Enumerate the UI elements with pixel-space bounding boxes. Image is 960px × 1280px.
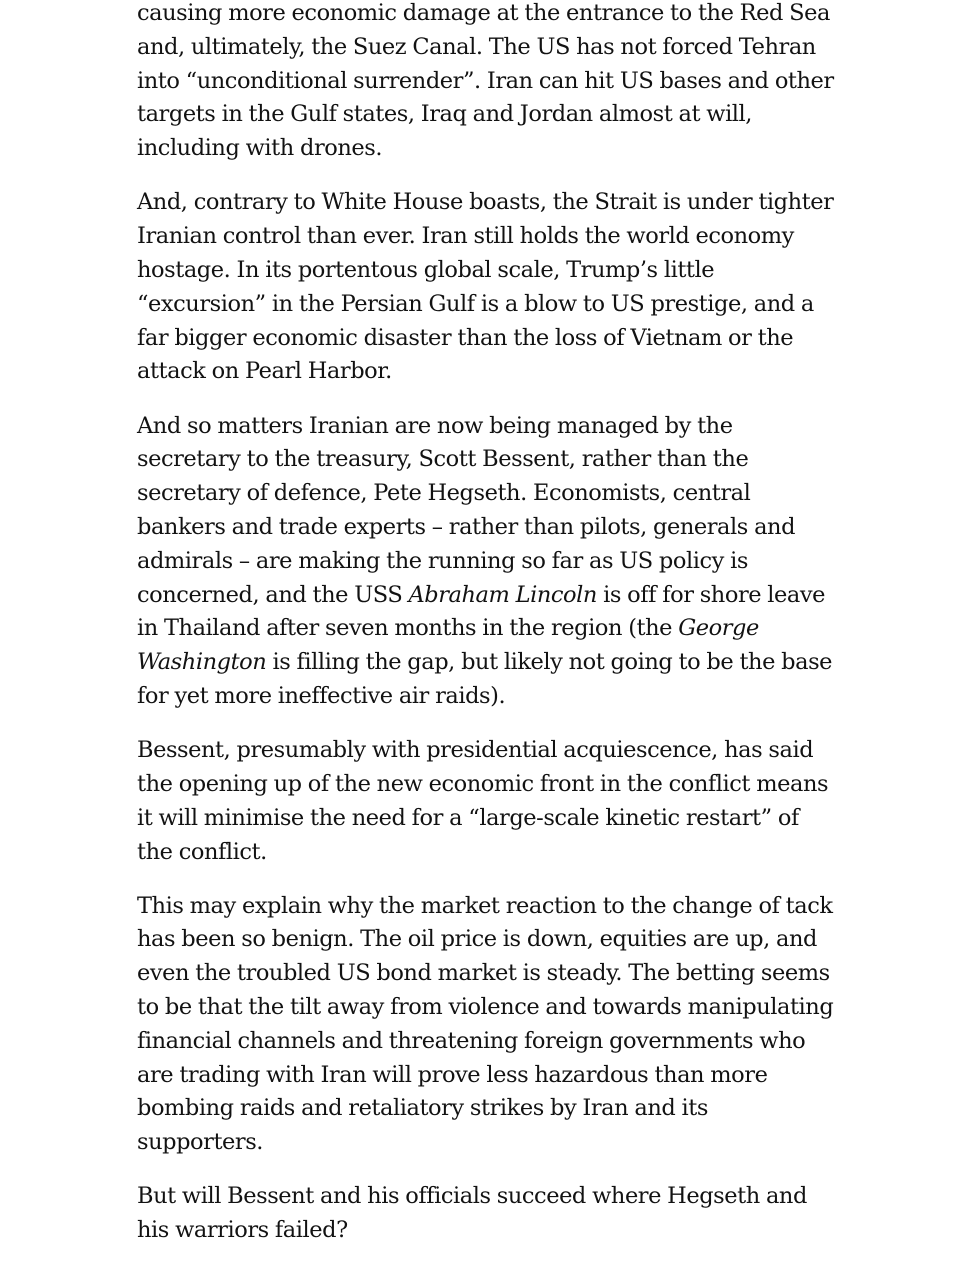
paragraph-4	[137, 734, 837, 869]
ship-name-abraham-lincoln: Abraham Lincoln	[408, 581, 597, 608]
paragraph-6	[137, 1180, 837, 1248]
paragraph-3-text-c: is filling the gap, but likely not going to be the base for yet more ineffective air raids).	[137, 649, 833, 709]
article-body	[137, 0, 837, 1268]
paragraph-6-text: But will Bessent and his officials succeed where Hegseth and his warriors failed?	[137, 1183, 807, 1244]
paragraph-1	[137, 0, 837, 166]
paragraph-1-text: causing more economic damage at the entrance to the Red Sea and, ultimately, the Suez Canal. The US has not forced Tehran into “unconditional surrender”. Iran can hit US bases and other targets in the Gulf states, Iraq and Jordan almost at will, including with drones.	[137, 0, 834, 162]
paragraph-5	[137, 890, 837, 1160]
paragraph-3	[137, 410, 837, 714]
paragraph-2-text: And, contrary to White House boasts, the Strait is under tighter Iranian control than ever. Iran still holds the world economy hostage. In its portentous global scale, Trump’s little “excursion” in the Persian Gulf is a blow to US prestige, and a far bigger economic disaster than the loss of Vietnam or the attack on Pearl Harbor.	[137, 189, 834, 385]
ship-name-george-washington: George Washington	[137, 615, 759, 676]
paragraph-3-text-a: And so matters Iranian are now being managed by the secretary to the treasury, Scott Bessent, rather than the secretary of defence, Pete Hegseth. Economists, central bankers and trade experts – rather than pilots, generals and admirals – are making the running so far as US policy is concerned, and the USS	[137, 412, 796, 608]
paragraph-2	[137, 186, 837, 389]
paragraph-5-text: This may explain why the market reaction to the change of tack has been so benign. The oil price is down, equities are up, and even the troubled US bond market is steady. The betting seems to be that the tilt away from violence and towards manipulating financial channels and threatening foreign governments who are trading with Iran will prove less hazardous than more bombing raids and retaliatory strikes by Iran and its supporters.	[137, 892, 834, 1156]
paragraph-3-text-b: is off for shore leave in Thailand after seven months in the region (the	[137, 581, 826, 642]
paragraph-4-text: Bessent, presumably with presidential acquiescence, has said the opening up of the new economic front in the conflict means it will minimise the need for a “large-scale kinetic restart” of the conflict.	[137, 737, 829, 865]
